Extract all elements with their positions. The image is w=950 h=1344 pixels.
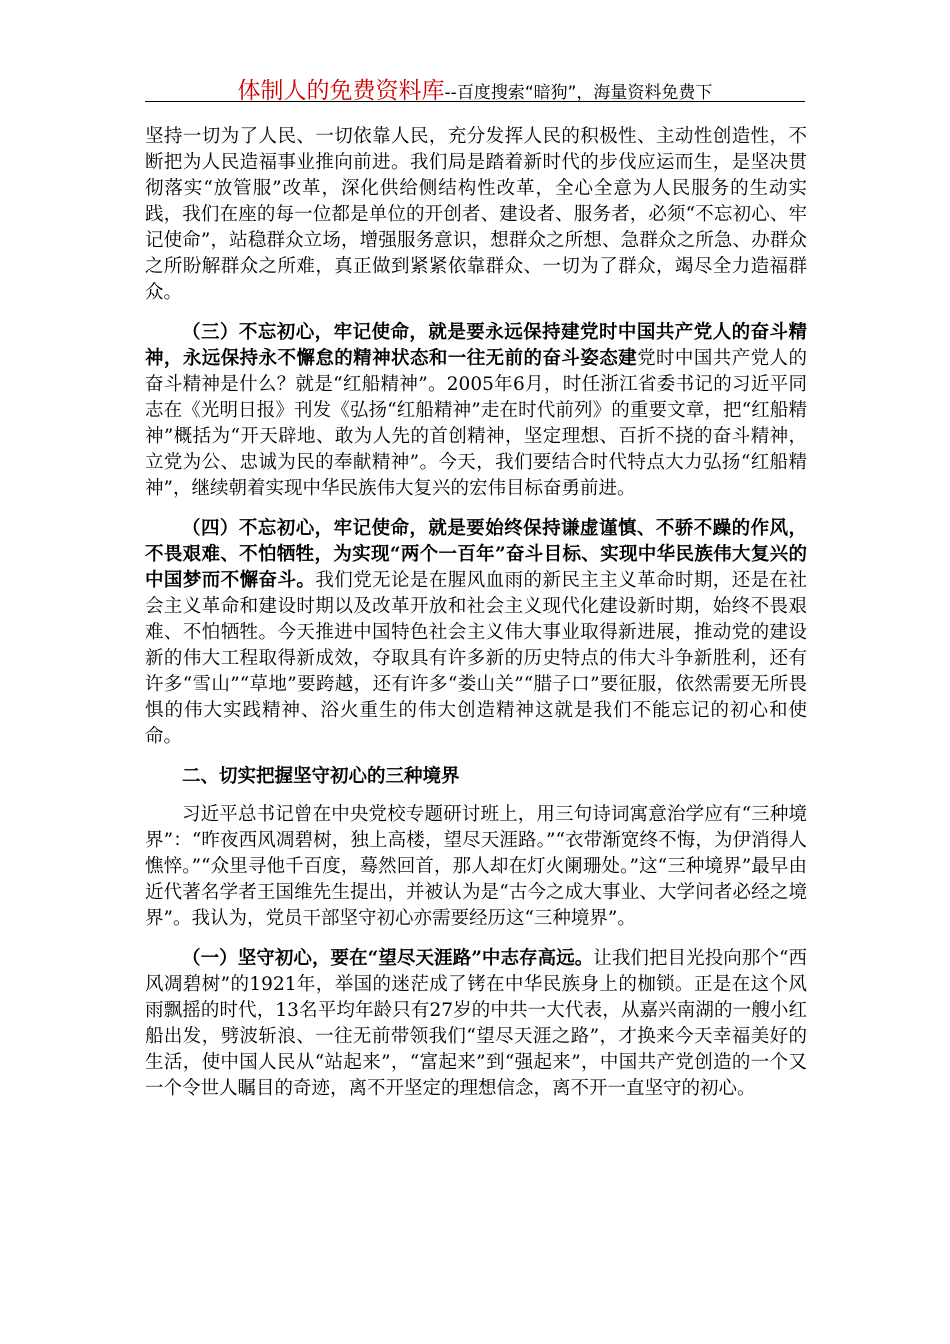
paragraph-2-text: 党时中国共产党人的奋斗精神是什么？就是“红船精神”。2005年6月，时任浙江省委书记的习近平同志在《光明日报》刊发《弘扬“红船精神”走在时代前列》的重要文章，把“红船精神”概括为“开天辟地、敢为人先的首创精神，坚定理想、百折不挠的奋斗精神，立党为公、忠诚为民的奉献精神”。今天，我们要结合时代特点大力弘扬“红船精神”，继续朝着实现中华民族伟大复兴的宏伟目标奋勇前进。 bbox=[145, 348, 807, 499]
paragraph-3 bbox=[145, 516, 807, 750]
paragraph-3-heading: （四）不忘初心，牢记使命，就是要始终保持谦虚谨慎、不骄不躁的作风，不畏艰难、不怕牺牲，为实现“两个一百年”奋斗目标、实现中华民族伟大复兴的中国梦而不懈奋斗。 bbox=[145, 518, 807, 591]
paragraph-6-text: 让我们把目光投向那个“西风凋碧树”的1921年，举国的迷茫成了铐在中华民族身上的枷锁。正是在这个风雨飘摇的时代，13名平均年龄只有27岁的中共一大代表，从嘉兴南湖的一艘小红船出发，劈波斩浪、一往无前带领我们“望尽天涯之路”，才换来今天幸福美好的生活，使中国人民从“站起来”，“富起来”到“强起来”，中国共产党创造的一个又一个令世人瞩目的奇迹，离不开坚定的理想信念，离不开一直坚守的初心。 bbox=[145, 948, 807, 1099]
header-tagline: --百度搜索“暗狗”，海量资料免费下 bbox=[444, 83, 713, 103]
paragraph-1-text: 坚持一切为了人民、一切依靠人民，充分发挥人民的积极性、主动性创造性，不断把为人民造福事业推向前进。我们局是踏着新时代的步伐应运而生，是坚决贯彻落实“放管服”改革，深化供给侧结构性改革，全心全意为人民服务的生动实践，我们在座的每一位都是单位的开创者、建设者、服务者，必须“不忘初心、牢记使命”，站稳群众立场，增强服务意识，想群众之所想、急群众之所急、办群众之所盼解群众之所难，真正做到紧紧依靠群众、一切为了群众，竭尽全力造福群众。 bbox=[145, 126, 807, 303]
paragraph-1 bbox=[145, 124, 807, 306]
paragraph-5 bbox=[145, 802, 807, 932]
header-divider bbox=[145, 101, 805, 102]
section-heading-text: 二、切实把握坚守初心的三种境界 bbox=[182, 766, 460, 787]
section-heading bbox=[145, 764, 807, 790]
paragraph-2-heading: （三）不忘初心，牢记使命，就是要永远保持建党时中国共产党人的奋斗精神，永远保持永不懈怠的精神状态和一往无前的奋斗姿态建 bbox=[145, 322, 807, 369]
paragraph-6 bbox=[145, 946, 807, 1102]
paragraph-6-heading: （一）坚守初心，要在“望尽天涯路”中志存高远。 bbox=[182, 948, 594, 969]
paragraph-2 bbox=[145, 320, 807, 502]
header-brand: 体制人的免费资料库 bbox=[237, 78, 445, 104]
document-body bbox=[145, 124, 807, 1116]
paragraph-5-text: 习近平总书记曾在中央党校专题研讨班上，用三句诗词寓意治学应有“三种境界”：“昨夜西风凋碧树，独上高楼，望尽天涯路。”“衣带渐宽终不悔，为伊消得人憔悴。”“众里寻他千百度，蓦然回首，那人却在灯火阑珊处。”这“三种境界”最早由近代著名学者王国维先生提出，并被认为是“古今之成大事业、大学问者必经之境界”。我认为，党员干部坚守初心亦需要经历这“三种境界”。 bbox=[145, 804, 807, 929]
paragraph-3-text: 我们党无论是在腥风血雨的新民主主义革命时期，还是在社会主义革命和建设时期以及改革开放和社会主义现代化建设新时期，始终不畏艰难、不怕牺牲。今天推进中国特色社会主义伟大事业取得新进展，推动党的建设新的伟大工程取得新成效，夺取具有许多新的历史特点的伟大斗争新胜利，还有许多“雪山”“草地”要跨越，还有许多“娄山关”“腊子口”要征服，依然需要无所畏惧的伟大实践精神、浴火重生的伟大创造精神这就是我们不能忘记的初心和使命。 bbox=[145, 570, 807, 747]
